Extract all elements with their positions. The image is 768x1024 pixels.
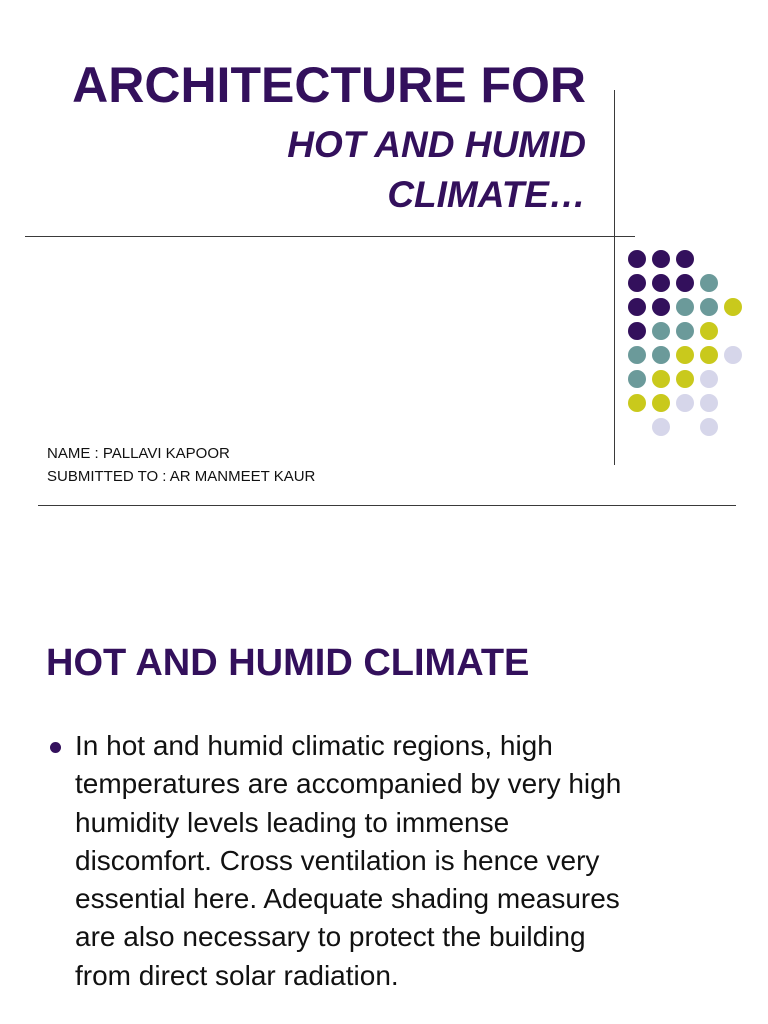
decorative-dot xyxy=(628,370,646,388)
decorative-dot xyxy=(652,418,670,436)
bullet-line: essential here. Adequate shading measures xyxy=(75,883,620,915)
decorative-dot xyxy=(700,322,718,340)
decorative-dot xyxy=(700,418,718,436)
decorative-dot xyxy=(652,346,670,364)
decorative-dot xyxy=(628,322,646,340)
vertical-divider-line xyxy=(614,90,615,465)
decorative-dot xyxy=(676,370,694,388)
decorative-dot xyxy=(676,346,694,364)
section-heading: HOT AND HUMID CLIMATE xyxy=(46,642,530,684)
decorative-dot xyxy=(700,370,718,388)
decorative-dot xyxy=(700,298,718,316)
slide-separator xyxy=(38,505,736,506)
bullet-line: temperatures are accompanied by very high xyxy=(75,768,622,800)
decorative-dot xyxy=(700,274,718,292)
bullet-line: are also necessary to protect the building xyxy=(75,921,586,953)
decorative-dot xyxy=(676,298,694,316)
decorative-dot xyxy=(628,298,646,316)
decorative-dot xyxy=(652,322,670,340)
decorative-dot xyxy=(676,274,694,292)
decorative-dot xyxy=(724,298,742,316)
slide-subtitle xyxy=(230,120,586,220)
bullet-line: from direct solar radiation. xyxy=(75,959,399,991)
decorative-dot xyxy=(652,394,670,412)
bullet-line: In hot and humid climatic regions, high xyxy=(75,730,553,761)
bullet-point-icon xyxy=(50,742,61,753)
decorative-dot xyxy=(700,394,718,412)
decorative-dot xyxy=(652,370,670,388)
slide-title: ARCHITECTURE FOR xyxy=(72,57,586,113)
bullet-paragraph xyxy=(75,727,755,995)
title-divider-line xyxy=(25,236,615,237)
decorative-dot xyxy=(628,394,646,412)
subtitle-line-1: HOT AND HUMID xyxy=(287,124,586,165)
decorative-dot xyxy=(700,346,718,364)
decorative-dot-pattern xyxy=(628,250,758,440)
decorative-dot xyxy=(724,346,742,364)
subtitle-line-2: CLIMATE… xyxy=(387,174,586,215)
decorative-dot xyxy=(676,250,694,268)
decorative-dot xyxy=(652,274,670,292)
decorative-dot xyxy=(628,346,646,364)
decorative-dot xyxy=(652,298,670,316)
title-divider-line-right xyxy=(615,236,635,237)
decorative-dot xyxy=(628,274,646,292)
decorative-dot xyxy=(652,250,670,268)
author-name: NAME : PALLAVI KAPOOR xyxy=(47,445,230,462)
bullet-line: humidity levels leading to immense xyxy=(75,806,510,838)
decorative-dot xyxy=(676,322,694,340)
submitted-to: SUBMITTED TO : AR MANMEET KAUR xyxy=(47,468,316,485)
decorative-dot xyxy=(628,250,646,268)
decorative-dot xyxy=(676,394,694,412)
bullet-line: discomfort. Cross ventilation is hence very xyxy=(75,844,600,876)
